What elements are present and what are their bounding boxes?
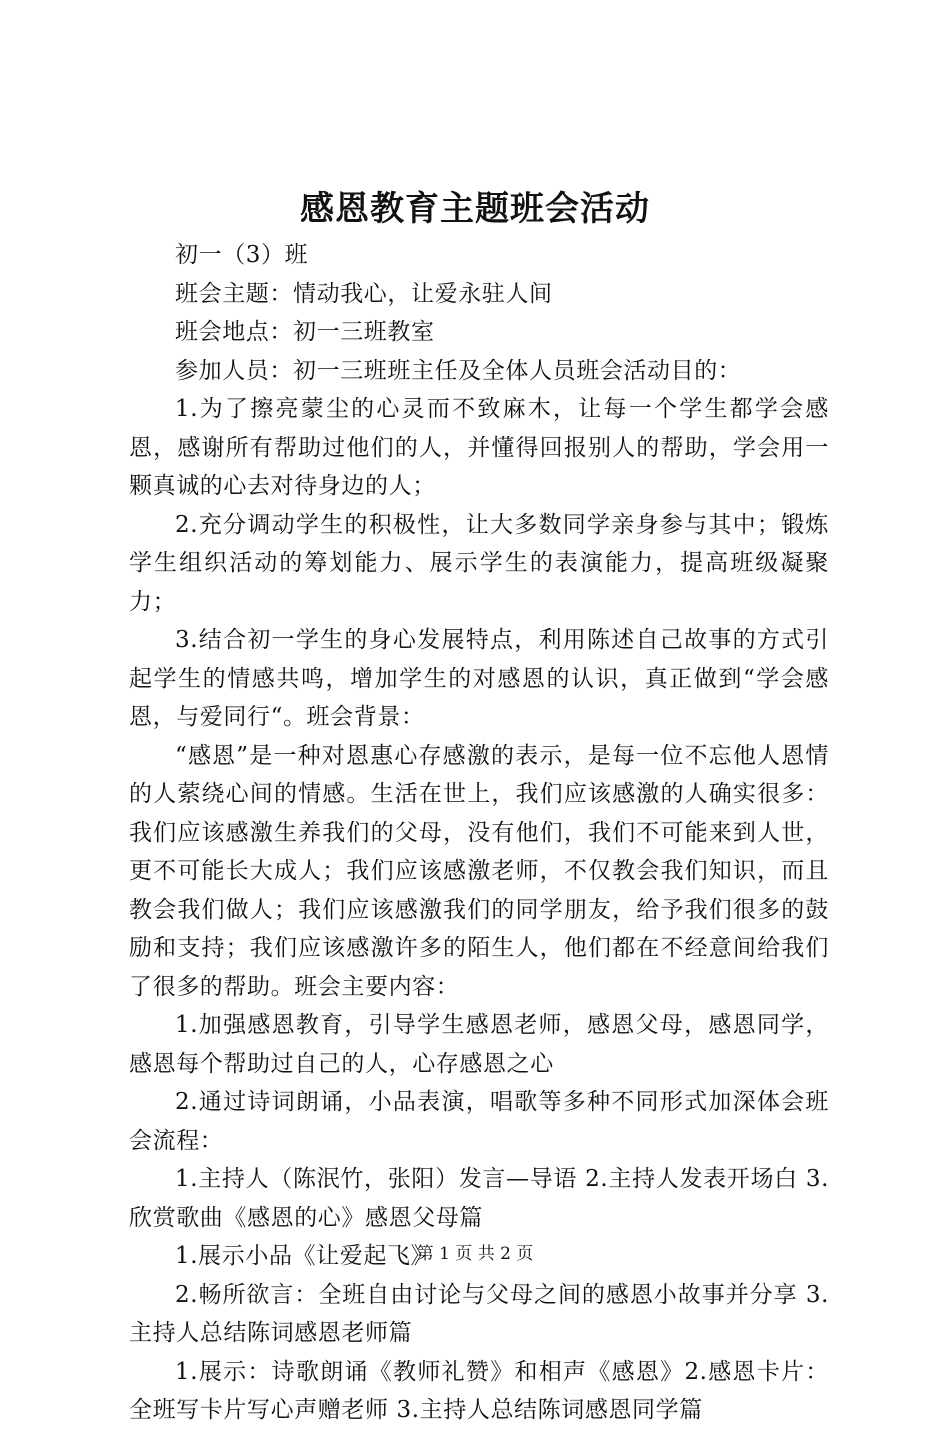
- meeting-theme-line: 班会主题：情动我心，让爱永驻人间: [175, 280, 553, 307]
- content-item-2: 2.通过诗词朗诵，小品表演，唱歌等多种不同形式加深体会班会流程：: [129, 1089, 829, 1154]
- meeting-location-line: 班会地点：初一三班教室: [175, 319, 435, 345]
- participants-line: 参加人员：初一三班班主任及全体人员班会活动目的：: [175, 357, 742, 384]
- page-number-footer: 第 1 页 共 2 页: [416, 1244, 534, 1264]
- process-item-1: 1.主持人（陈泯竹，张阳）发言—导语 2.主持人发表开场白 3.欣赏歌曲《感恩的心》感恩父母篇: [129, 1166, 829, 1231]
- purpose-item-1: 1.为了擦亮蒙尘的心灵而不致麻木，让每一个学生都学会感恩，感谢所有帮助过他们的人，并懂得回报别人的帮助，学会用一颗真诚的心去对待身边的人；: [129, 396, 829, 499]
- purpose-item-3: 3.结合初一学生的身心发展特点，利用陈述自己故事的方式引起学生的情感共鸣，增加学生的对感恩的认识，真正做到“学会感恩，与爱同行“。班会背景：: [129, 627, 829, 730]
- purpose-item-2: 2.充分调动学生的积极性，让大多数同学亲身参与其中；锻炼学生组织活动的筹划能力、展示学生的表演能力，提高班级凝聚力；: [129, 511, 829, 615]
- parents-section-item-1: 1.展示小品《让爱起飞》: [175, 1243, 435, 1269]
- teachers-section-item-1: 1.展示：诗歌朗诵《教师礼赞》和相声《感恩》2.感恩卡片：全班写卡片写心声赠老师 3.主持人总结陈词感恩同学篇: [129, 1358, 829, 1423]
- class-name-line: 初一（3）班: [175, 242, 309, 268]
- parents-section-item-2: 2.畅所欲言：全班自由讨论与父母之间的感恩小故事并分享 3.主持人总结陈词感恩老师篇: [129, 1281, 829, 1346]
- document-title: 感恩教育主题班会活动: [300, 189, 650, 229]
- content-item-1: 1.加强感恩教育，引导学生感恩老师，感恩父母，感恩同学，感恩每个帮助过自己的人，心存感恩之心: [129, 1012, 829, 1077]
- background-paragraph: “感恩”是一种对恩惠心存感激的表示，是每一位不忘他人恩情的人萦绕心间的情感。生活在世上，我们应该感激的人确实很多：我们应该感激生养我们的父母，没有他们，我们不可能来到人世，更不可能长大成人；我们应该感激老师，不仅教会我们知识，而且教会我们做人；我们应该感激我们的同学朋友，给予我们很多的鼓励和支持；我们应该感激许多的陌生人，他们都在不经意间给我们了很多的帮助。班会主要内容：: [129, 742, 829, 1000]
